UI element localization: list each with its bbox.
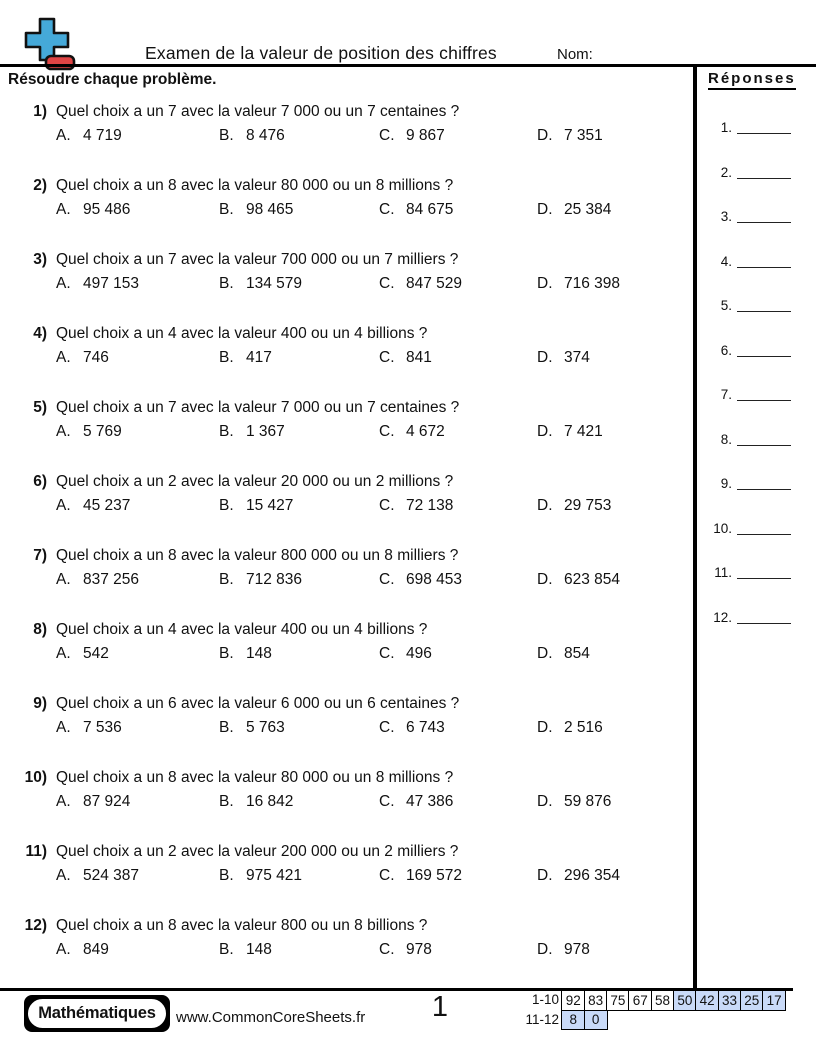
choice-letter: D. (537, 645, 553, 662)
choice-letter: A. (56, 423, 71, 440)
question-text: Quel choix a un 4 avec la valeur 400 ou un 4 billions ? (56, 325, 428, 342)
choice-value: 6 743 (406, 719, 445, 736)
choice-b (219, 201, 293, 219)
choice-value: 716 398 (564, 275, 621, 292)
choice-letter: C. (379, 349, 395, 366)
choice-value: 4 719 (83, 127, 122, 144)
choice-letter: B. (219, 941, 234, 958)
choice-value: 148 (246, 941, 272, 958)
choice-value: 15 427 (246, 497, 294, 514)
question-number: 5) (33, 399, 47, 416)
answer-number: 8. (720, 431, 732, 447)
choice-b (219, 423, 285, 441)
choice-value: 95 486 (83, 201, 131, 218)
choice-letter: A. (56, 793, 71, 810)
choice-value: 837 256 (83, 571, 140, 588)
choice-value: 417 (246, 349, 272, 366)
choice-b (219, 275, 302, 293)
answer-blank[interactable] (737, 424, 791, 446)
choice-letter: A. (56, 571, 71, 588)
choice-b (219, 497, 293, 515)
grading-score-cell: 42 (695, 990, 719, 1011)
choice-d (537, 127, 603, 145)
choice-a (56, 867, 139, 885)
answer-number: 5. (720, 298, 732, 313)
grading-score-cell: 17 (762, 990, 786, 1011)
choice-a (56, 201, 130, 219)
question-row (0, 244, 693, 318)
grading-score-cell: 75 (606, 990, 630, 1011)
grading-score-cell: 50 (673, 990, 697, 1011)
choice-value: 148 (246, 645, 272, 662)
choice-value: 16 842 (246, 793, 294, 810)
answer-blank[interactable] (737, 201, 791, 223)
choice-d (537, 423, 603, 441)
choice-a (56, 423, 122, 441)
answer-blank[interactable] (737, 335, 791, 357)
choice-letter: C. (379, 497, 395, 514)
choice-d (537, 571, 620, 589)
answer-number: 11. (714, 565, 732, 580)
grading-score-cell: 0 (584, 1010, 608, 1031)
choice-letter: C. (379, 275, 395, 292)
choice-value: 72 138 (406, 497, 454, 514)
choice-value: 712 836 (246, 571, 303, 588)
choice-letter: A. (56, 867, 71, 884)
choice-letter: D. (537, 349, 553, 366)
subject-badge (24, 995, 170, 1032)
answer-number: 2. (720, 164, 732, 180)
choice-letter: D. (537, 127, 553, 144)
question-number: 11) (25, 843, 47, 860)
answers-list (700, 111, 810, 645)
choice-d (537, 497, 611, 515)
choice-value: 1 367 (246, 423, 285, 440)
answer-blank[interactable] (737, 468, 791, 490)
question-number: 7) (33, 547, 47, 564)
grading-row (499, 990, 786, 1011)
choice-b (219, 941, 272, 959)
grading-score-cell: 25 (740, 990, 764, 1011)
answer-item (700, 200, 810, 245)
grading-score-cell: 58 (651, 990, 675, 1011)
choice-c (379, 645, 432, 663)
choice-value: 47 386 (406, 793, 454, 810)
choice-letter: D. (537, 571, 553, 588)
question-text: Quel choix a un 7 avec la valeur 700 000 ou un 7 milliers ? (56, 251, 459, 268)
choice-value: 4 672 (406, 423, 445, 440)
question-number: 6) (33, 473, 47, 490)
choice-letter: D. (537, 497, 553, 514)
choice-letter: B. (219, 423, 234, 440)
answer-item (700, 423, 810, 468)
questions-list (0, 96, 693, 984)
choice-value: 29 753 (564, 497, 612, 514)
instructions-text: Résoudre chaque problème. (8, 71, 217, 88)
choice-value: 374 (564, 349, 590, 366)
answer-number: 6. (720, 342, 732, 358)
grading-score-cell: 8 (561, 1010, 585, 1031)
question-text: Quel choix a un 2 avec la valeur 200 000 ou un 2 milliers ? (56, 843, 459, 860)
choice-d (537, 719, 603, 737)
choice-value: 169 572 (406, 867, 463, 884)
answer-number: 3. (720, 209, 732, 224)
choice-letter: D. (537, 793, 553, 810)
question-number: 10) (24, 769, 47, 786)
choice-letter: B. (219, 571, 234, 588)
choice-value: 7 351 (564, 127, 603, 144)
choice-b (219, 127, 285, 145)
question-row (0, 614, 693, 688)
question-row (0, 540, 693, 614)
choice-a (56, 497, 130, 515)
choice-d (537, 793, 611, 811)
worksheet-title: Examen de la valeur de position des chiffres (145, 43, 497, 63)
question-number: 2) (33, 177, 47, 194)
choice-value: 746 (83, 349, 109, 366)
choice-letter: A. (56, 349, 71, 366)
choice-d (537, 645, 590, 663)
choice-letter: C. (379, 571, 395, 588)
answer-blank[interactable] (737, 112, 791, 134)
answer-number: 7. (720, 387, 732, 402)
choice-value: 25 384 (564, 201, 612, 218)
answer-blank[interactable] (737, 246, 791, 268)
choice-letter: B. (219, 497, 234, 514)
choice-value: 841 (406, 349, 432, 366)
choice-letter: C. (379, 645, 395, 662)
answer-item (700, 378, 810, 423)
question-text: Quel choix a un 7 avec la valeur 7 000 ou un 7 centaines ? (56, 399, 460, 416)
choice-letter: A. (56, 127, 71, 144)
choice-value: 847 529 (406, 275, 463, 292)
choice-letter: B. (219, 275, 234, 292)
choice-b (219, 349, 272, 367)
question-number: 4) (33, 325, 47, 342)
answer-blank[interactable] (737, 379, 791, 401)
grading-row-label: 1-10 (531, 992, 559, 1007)
question-row (0, 762, 693, 836)
choice-letter: C. (379, 719, 395, 736)
choice-a (56, 127, 122, 145)
choice-letter: A. (56, 275, 71, 292)
choice-c (379, 793, 453, 811)
choice-d (537, 867, 620, 885)
question-number: 3) (33, 251, 47, 268)
question-row (0, 688, 693, 762)
grading-score-cell: 83 (584, 990, 608, 1011)
answer-number: 10. (713, 520, 732, 536)
choice-value: 296 354 (564, 867, 621, 884)
choice-value: 623 854 (564, 571, 621, 588)
choice-value: 59 876 (564, 793, 612, 810)
question-number: 12) (24, 917, 47, 934)
question-number: 8) (33, 621, 47, 638)
choice-letter: B. (219, 645, 234, 662)
question-text: Quel choix a un 2 avec la valeur 20 000 ou un 2 millions ? (56, 473, 454, 490)
grading-row-label: 11-12 (525, 1011, 559, 1027)
answer-item (700, 289, 810, 334)
choice-b (219, 645, 272, 663)
answer-item (700, 334, 810, 379)
choice-value: 134 579 (246, 275, 303, 292)
choice-a (56, 275, 139, 293)
answer-number: 4. (720, 253, 732, 269)
answer-item (700, 601, 810, 646)
question-row (0, 318, 693, 392)
choice-letter: A. (56, 719, 71, 736)
choice-letter: D. (537, 423, 553, 440)
question-text: Quel choix a un 8 avec la valeur 800 000 ou un 8 milliers ? (56, 547, 459, 564)
choice-value: 978 (564, 941, 590, 958)
choice-c (379, 423, 445, 441)
answer-item (700, 512, 810, 557)
choice-c (379, 201, 453, 219)
grading-score-cell: 92 (561, 990, 585, 1011)
choice-value: 7 536 (83, 719, 122, 736)
choice-value: 698 453 (406, 571, 463, 588)
question-row (0, 170, 693, 244)
choice-c (379, 867, 462, 885)
answer-item (700, 156, 810, 201)
answer-blank[interactable] (737, 557, 791, 579)
question-text: Quel choix a un 8 avec la valeur 80 000 ou un 8 millions ? (56, 769, 454, 786)
answers-panel-title: Réponses (708, 70, 796, 90)
choice-letter: C. (379, 201, 395, 218)
grading-score-cell: 67 (628, 990, 652, 1011)
answer-number: 1. (720, 120, 732, 135)
choice-letter: C. (379, 793, 395, 810)
choice-letter: B. (219, 127, 234, 144)
choice-value: 8 476 (246, 127, 285, 144)
choice-letter: B. (219, 201, 234, 218)
grading-row (499, 1010, 608, 1031)
question-row (0, 96, 693, 170)
choice-d (537, 275, 620, 293)
choice-value: 849 (83, 941, 109, 958)
choice-letter: B. (219, 793, 234, 810)
choice-letter: A. (56, 941, 71, 958)
question-number: 1) (33, 103, 47, 120)
name-label: Nom: (557, 46, 593, 63)
choice-c (379, 941, 432, 959)
choice-c (379, 127, 445, 145)
question-text: Quel choix a un 4 avec la valeur 400 ou un 4 billions ? (56, 621, 428, 638)
question-row (0, 836, 693, 910)
answer-number: 9. (720, 476, 732, 491)
question-row (0, 466, 693, 540)
choice-value: 978 (406, 941, 432, 958)
website-url: www.CommonCoreSheets.fr (176, 1009, 366, 1026)
choice-value: 975 421 (246, 867, 303, 884)
choice-b (219, 719, 285, 737)
choice-letter: D. (537, 941, 553, 958)
choice-letter: D. (537, 275, 553, 292)
choice-letter: C. (379, 423, 395, 440)
choice-letter: C. (379, 127, 395, 144)
choice-letter: B. (219, 719, 234, 736)
choice-value: 5 763 (246, 719, 285, 736)
choice-c (379, 497, 453, 515)
answer-number: 12. (713, 609, 732, 625)
question-number: 9) (33, 695, 47, 712)
question-text: Quel choix a un 8 avec la valeur 800 ou un 8 billions ? (56, 917, 428, 934)
choice-a (56, 941, 109, 959)
choice-d (537, 201, 611, 219)
choice-b (219, 867, 302, 885)
choice-value: 87 924 (83, 793, 131, 810)
choice-value: 524 387 (83, 867, 140, 884)
choice-letter: A. (56, 645, 71, 662)
choice-value: 7 421 (564, 423, 603, 440)
grading-score-cell: 33 (718, 990, 742, 1011)
choice-value: 98 465 (246, 201, 294, 218)
choice-letter: A. (56, 201, 71, 218)
choice-value: 496 (406, 645, 432, 662)
choice-a (56, 793, 130, 811)
answer-blank[interactable] (737, 602, 791, 624)
choice-a (56, 571, 139, 589)
choice-c (379, 275, 462, 293)
answer-blank[interactable] (737, 157, 791, 179)
question-row (0, 910, 693, 984)
choice-letter: D. (537, 867, 553, 884)
choice-c (379, 349, 432, 367)
choice-a (56, 645, 109, 663)
choice-value: 542 (83, 645, 109, 662)
choice-d (537, 941, 590, 959)
choice-value: 2 516 (564, 719, 603, 736)
subject-badge-pill (27, 998, 167, 1029)
page-number: 1 (431, 991, 449, 1023)
choice-a (56, 349, 109, 367)
answer-blank[interactable] (737, 513, 791, 535)
choice-letter: B. (219, 867, 234, 884)
question-text: Quel choix a un 6 avec la valeur 6 000 ou un 6 centaines ? (56, 695, 460, 712)
answer-item (700, 467, 810, 512)
answers-column-divider (693, 67, 697, 990)
choice-value: 854 (564, 645, 590, 662)
choice-value: 84 675 (406, 201, 454, 218)
choice-letter: A. (56, 497, 71, 514)
choice-b (219, 571, 302, 589)
answer-item (700, 111, 810, 156)
choice-a (56, 719, 122, 737)
choice-value: 497 153 (83, 275, 140, 292)
choice-letter: B. (219, 349, 234, 366)
question-text: Quel choix a un 8 avec la valeur 80 000 ou un 8 millions ? (56, 177, 454, 194)
question-row (0, 392, 693, 466)
choice-letter: D. (537, 201, 553, 218)
answer-blank[interactable] (737, 290, 791, 312)
choice-value: 45 237 (83, 497, 131, 514)
choice-c (379, 571, 462, 589)
answer-item (700, 556, 810, 601)
choice-value: 5 769 (83, 423, 122, 440)
choice-value: 9 867 (406, 127, 445, 144)
question-text: Quel choix a un 7 avec la valeur 7 000 ou un 7 centaines ? (56, 103, 460, 120)
choice-d (537, 349, 590, 367)
choice-letter: D. (537, 719, 553, 736)
choice-letter: C. (379, 867, 395, 884)
choice-b (219, 793, 293, 811)
choice-c (379, 719, 445, 737)
answer-item (700, 245, 810, 290)
choice-letter: C. (379, 941, 395, 958)
subject-badge-label: Mathématiques (38, 1004, 156, 1022)
